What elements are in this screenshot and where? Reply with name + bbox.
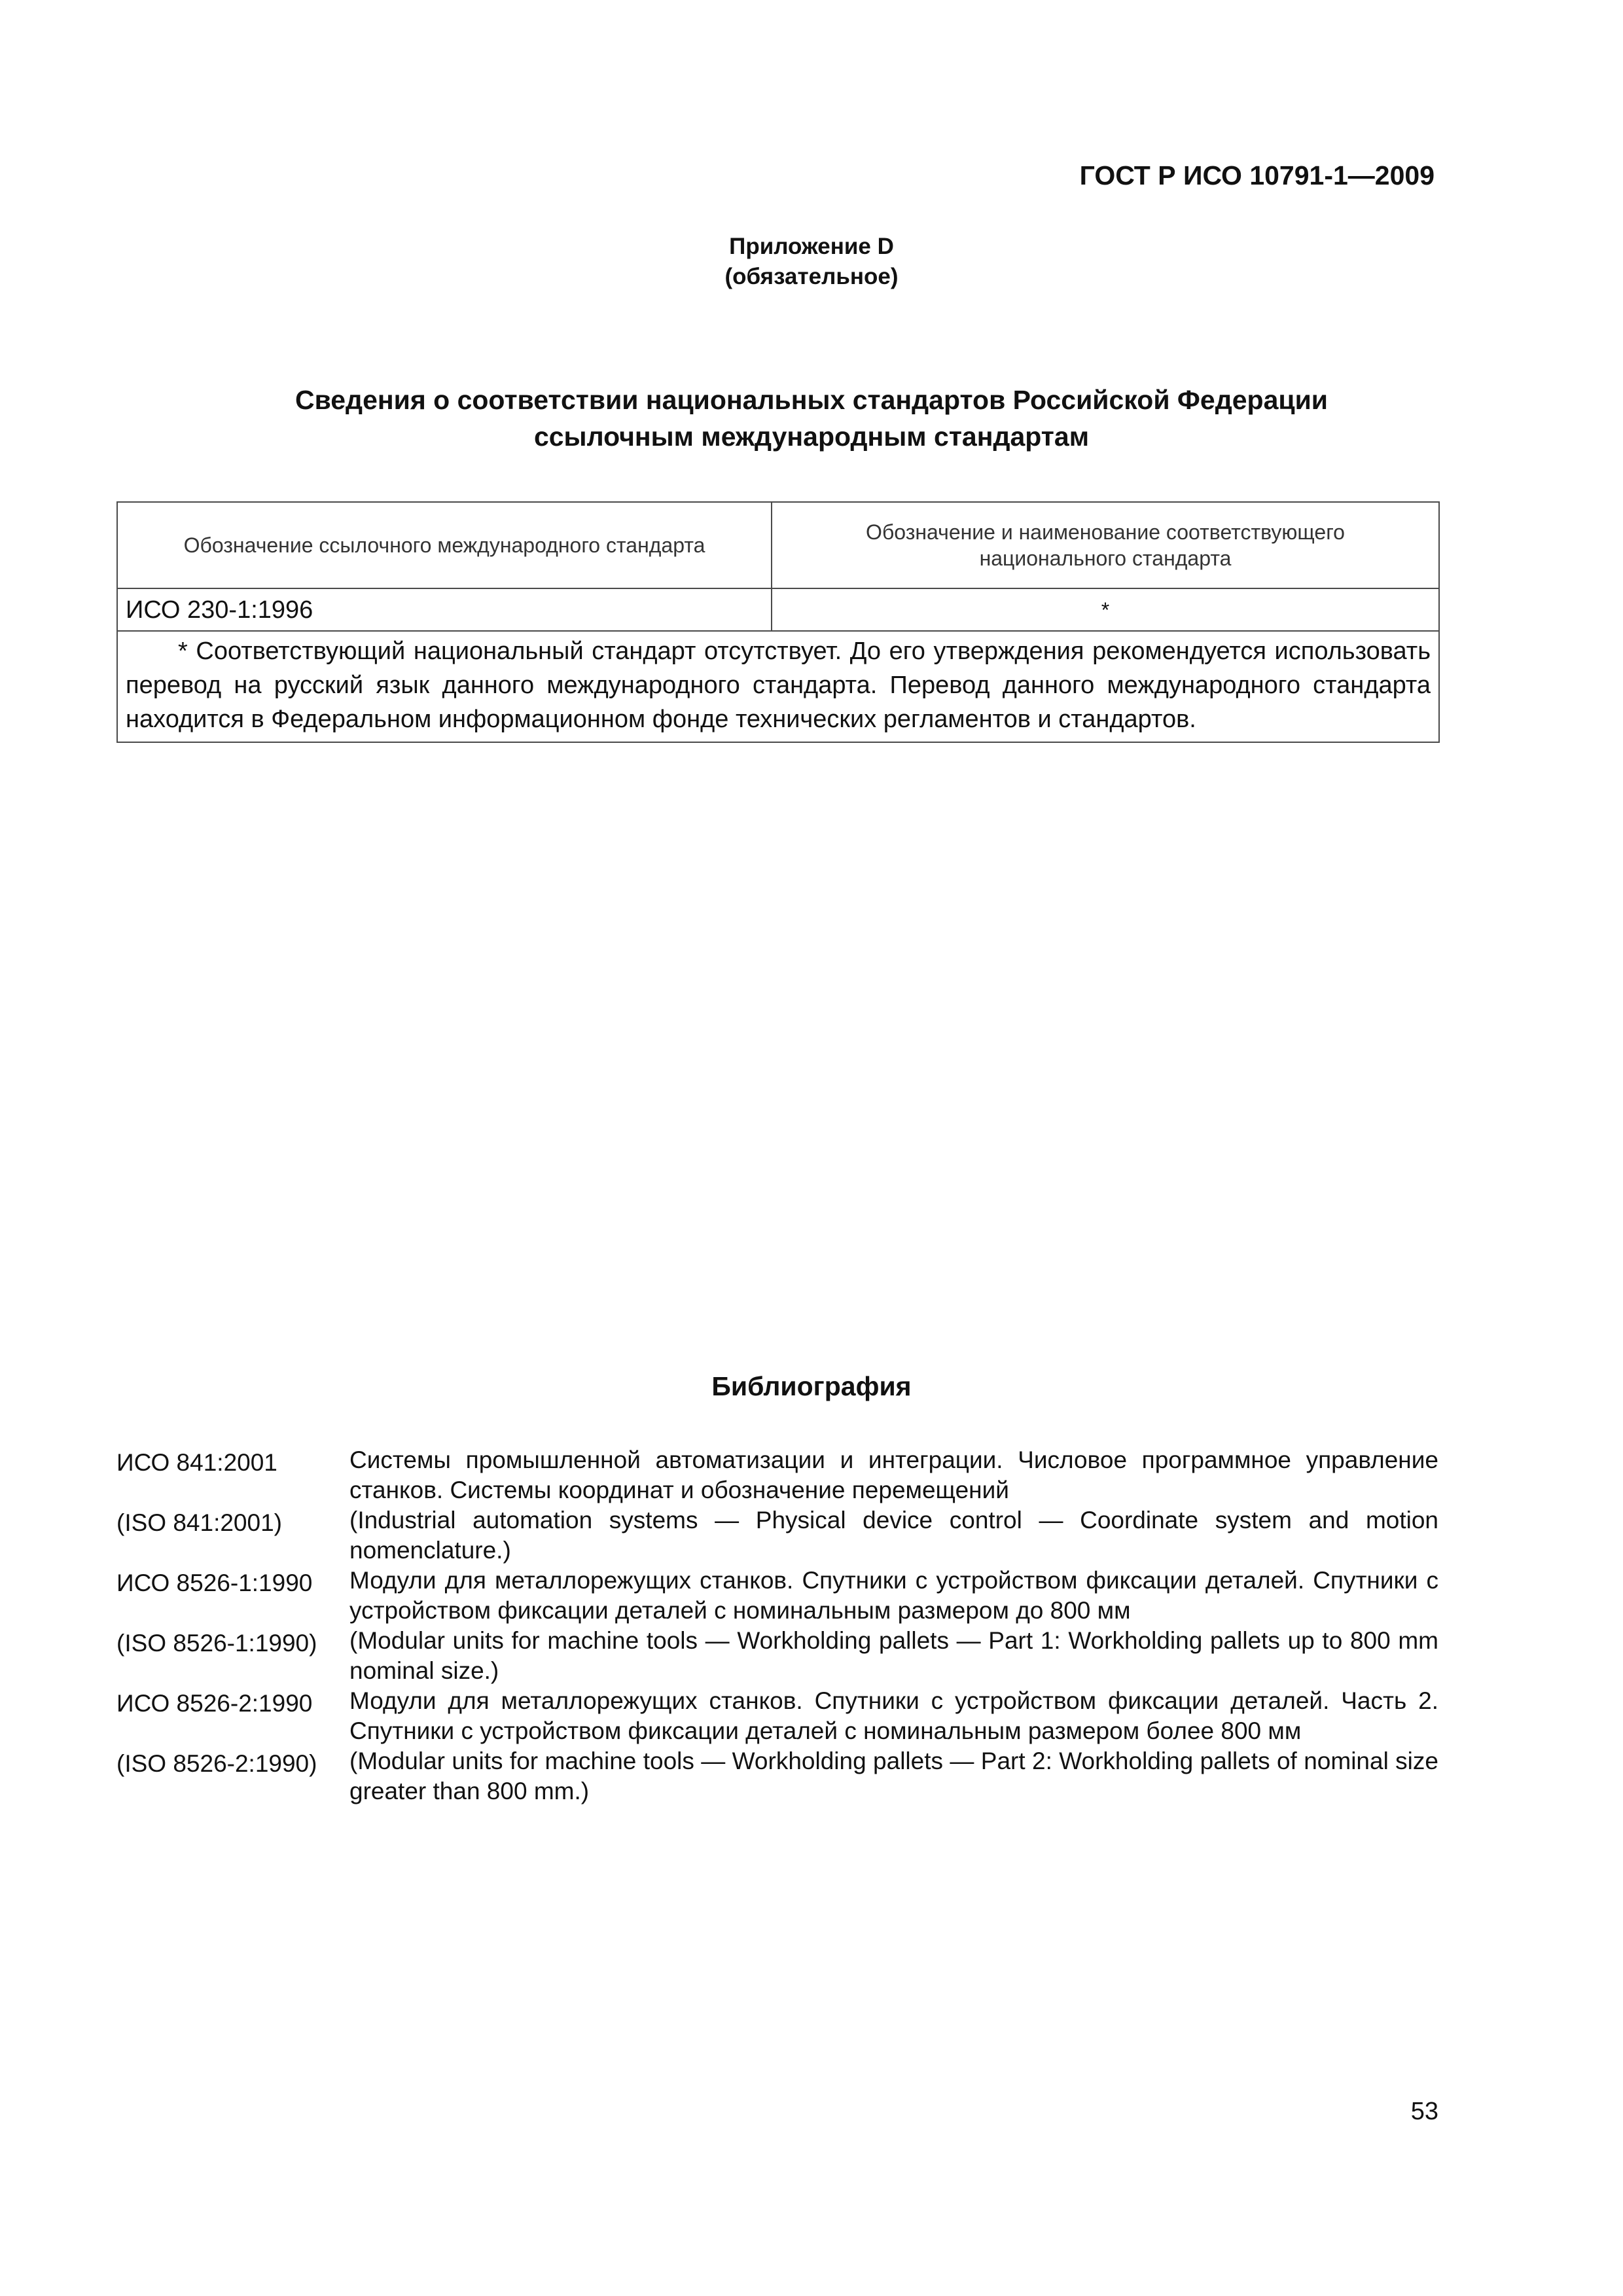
list-item (116, 1505, 1438, 1566)
annex-title (0, 232, 1623, 292)
list-item (116, 1445, 1438, 1505)
page-number: 53 (1410, 2098, 1438, 2125)
section-heading-line2: ссылочным международным стандартам (533, 422, 1090, 452)
bibliography-text: Модули для металлорежущих станков. Спутники с устройством фиксации деталей. Спутники с устройством фиксации деталей с номинальным размером до 800 мм (349, 1567, 1438, 1624)
bibliography-ref: ИСО 841:2001 (116, 1449, 277, 1476)
section-heading-line1: Сведения о соответствии национальных стандартов Российской Федерации (294, 385, 1329, 415)
bibliography-ref: (ISO 841:2001) (116, 1509, 282, 1536)
bibliography-text: (Modular units for machine tools — Workholding pallets — Part 2: Workholding pallets of nominal size greater than 800 mm.) (349, 1748, 1438, 1804)
bibliography-ref: (ISO 8526-2:1990) (116, 1750, 317, 1777)
table-header-row (117, 502, 1439, 588)
table-note: * Соответствующий национальный стандарт отсутствует. До его утверждения рекомендуется использовать перевод на русский язык данного международного стандарта. Перевод данного международного стандарта находится в Федеральном информационном фонде технических регламентов и стандартов. (117, 631, 1439, 742)
bibliography-list (116, 1445, 1438, 1806)
column-header-national-line2: национального стандарта (979, 547, 1232, 570)
table-cell-ref: ИСО 230-1:1996 (117, 588, 772, 631)
list-item (116, 1746, 1438, 1806)
bibliography-text: (Industrial automation systems — Physical device control — Coordinate system and motion nomenclature.) (349, 1507, 1438, 1564)
bibliography-text: (Modular units for machine tools — Workholding pallets — Part 1: Workholding pallets up to 800 mm nominal size.) (349, 1627, 1438, 1684)
list-item (116, 1686, 1438, 1746)
annex-status: (обязательное) (724, 264, 899, 289)
list-item (116, 1626, 1438, 1686)
table-row (117, 588, 1439, 631)
bibliography-text: Модули для металлорежущих станков. Спутники с устройством фиксации деталей. Часть 2. Спутники с устройством фиксации деталей с номинальным размером более 800 мм (349, 1687, 1438, 1744)
list-item (116, 1566, 1438, 1626)
table-cell-national: * (772, 588, 1439, 631)
section-heading (0, 382, 1623, 455)
bibliography-title: Библиография (711, 1371, 912, 1401)
document-code: ГОСТ Р ИСО 10791-1—2009 (1079, 160, 1435, 190)
table-note-row (117, 631, 1439, 742)
annex-name: Приложение D (729, 234, 894, 259)
bibliography-ref: ИСО 8526-1:1990 (116, 1570, 313, 1596)
bibliography-ref: (ISO 8526-1:1990) (116, 1630, 317, 1657)
column-header-international: Обозначение ссылочного международного стандарта (117, 502, 772, 588)
bibliography-text: Системы промышленной автоматизации и интеграции. Числовое программное управление станков. Системы координат и обозначение перемещений (349, 1446, 1438, 1503)
column-header-national (772, 502, 1439, 588)
column-header-national-line1: Обозначение и наименование соответствующего (866, 520, 1345, 544)
correspondence-table (116, 501, 1440, 743)
bibliography-ref: ИСО 8526-2:1990 (116, 1690, 313, 1717)
